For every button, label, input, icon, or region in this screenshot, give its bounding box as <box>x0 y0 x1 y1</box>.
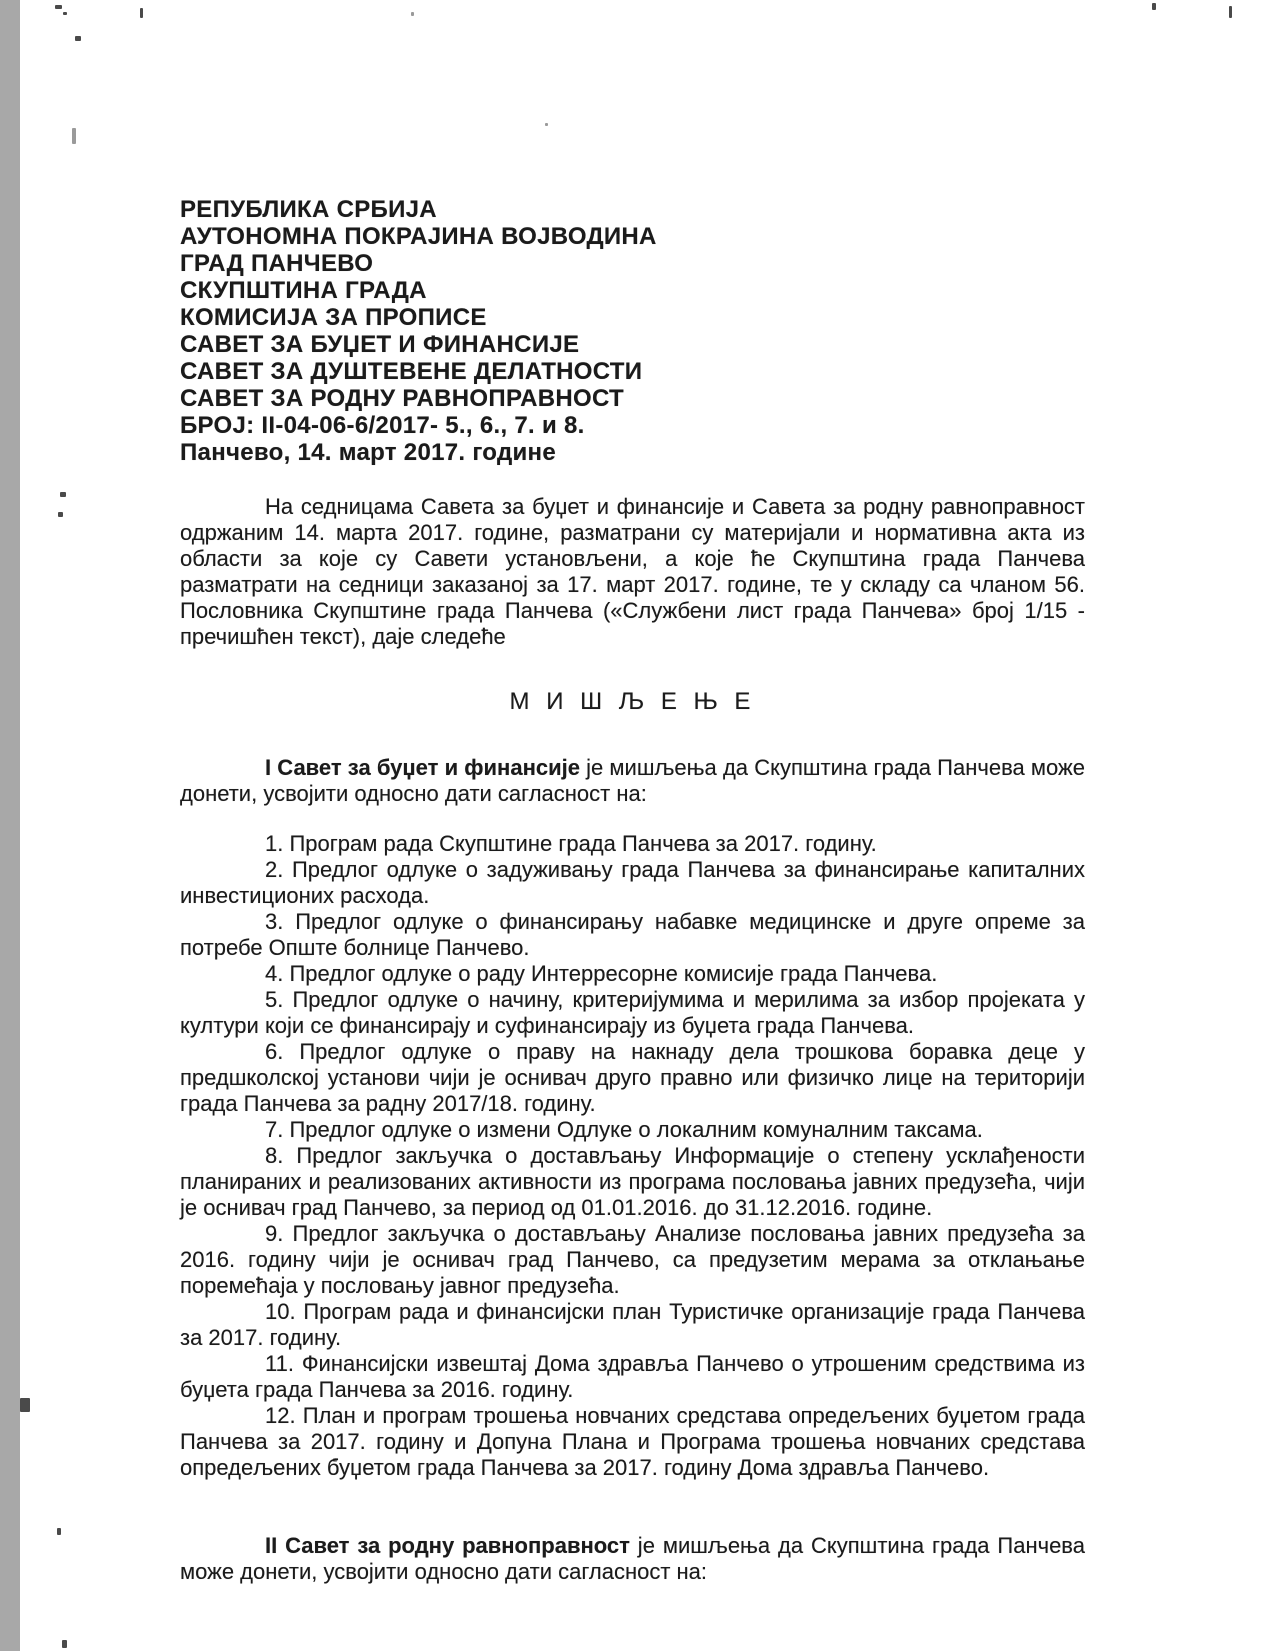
scan-speck <box>60 492 66 497</box>
letterhead-line-republic: РЕПУБЛИКА СРБИЈА <box>180 196 437 223</box>
section-2-lead-bold: II Савет за родну равноправност <box>265 1533 630 1558</box>
scan-speck <box>62 1640 67 1648</box>
letterhead-line-council-gender: САВЕТ ЗА РОДНУ РАВНОПРАВНОСТ <box>180 385 625 412</box>
letterhead-line-province: АУТОНОМНА ПОКРАЈИНА ВОЈВОДИНА <box>180 223 657 250</box>
section-2-lead <box>180 1533 1085 1585</box>
scan-speck <box>1229 6 1232 18</box>
scan-speck <box>58 512 63 517</box>
scan-speck <box>75 36 81 41</box>
section-1-lead <box>180 755 1085 807</box>
scan-speck <box>55 5 62 9</box>
section-1-lead-rest: је мишљења да Скупштина града Панчева може донети, усвојити односно дати сагласност на: <box>180 755 1085 806</box>
document-number: БРОЈ: II-04-06-6/2017- 5., 6., 7. и 8. <box>180 412 585 439</box>
list-item-3: 3. Предлог одлуке о финансирању набавке медицинске и друге опреме за потребе Опште болнице Панчево. <box>180 909 1085 960</box>
list-item-4: 4. Предлог одлуке о раду Интерресорне комисије града Панчева. <box>265 961 938 986</box>
scan-speck <box>63 12 67 15</box>
list-item-9: 9. Предлог закључка о достављању Анализе пословања јавних предузећа за 2016. годину чији је оснивач град Панчево, са предузетим мерама за отклањање поремећаја у пословању јавног предузећа. <box>180 1221 1085 1298</box>
list-item-6: 6. Предлог одлуке о праву на накнаду дела трошкова боравка деце у предшколској установи чији је оснивач друго правно или физичко лице на територији града Панчева за радну 2017/18. годину. <box>180 1039 1085 1116</box>
section-1-item-list <box>180 831 1085 1481</box>
letterhead-line-assembly: СКУПШТИНА ГРАДА <box>180 277 427 304</box>
list-item-11: 11. Финансијски извештај Дома здравља Панчево о утрошеним средствима из буџета града Панчева за 2016. годину. <box>180 1351 1085 1402</box>
scan-speck <box>57 1528 61 1535</box>
intro-paragraph: На седницама Савета за буџет и финансије и Савета за родну равноправност одржаним 14. марта 2017. године, разматрани су материјали и нормативна акта из области за које су Савети установљени, а које ће Скупштина града Панчева разматрати на седници заказаној за 17. март 2017. године, те у складу са чланом 56. Пословника Скупштине града Панчева («Службени лист града Панчева» број 1/15 - пречишћен текст), даје следеће <box>180 494 1085 649</box>
opinion-title: М И Ш Љ Е Њ Е <box>509 688 756 715</box>
letterhead-line-city: ГРАД ПАНЧЕВО <box>180 250 374 277</box>
letterhead <box>180 196 1085 466</box>
section-1-lead-bold: I Савет за буџет и финансије <box>265 755 580 780</box>
letterhead-line-commission: КОМИСИЈА ЗА ПРОПИСЕ <box>180 304 487 331</box>
scan-speck <box>1152 3 1156 10</box>
scan-speck <box>20 1398 30 1412</box>
section-2-lead-rest: је мишљења да Скупштина града Панчева може донети, усвојити односно дати сагласност на: <box>180 1533 1085 1584</box>
list-item-12: 12. План и програм трошења новчаних средстава опредељених буџетом града Панчева за 2017. годину и Допуна Плана и Програма трошења новчаних средстава опредељених буџетом града Панчева за 2017. годину Дома здравља Панчево. <box>180 1403 1085 1480</box>
scan-speck <box>72 128 76 144</box>
list-item-2: 2. Предлог одлуке о задуживању града Панчева за финансирање капиталних инвестиционих расхода. <box>180 857 1085 908</box>
document-date-place: Панчево, 14. март 2017. године <box>180 439 556 466</box>
list-item-7: 7. Предлог одлуке о измени Одлуке о локалним комуналним таксама. <box>265 1117 983 1142</box>
document-content <box>180 0 1085 1585</box>
scan-speck <box>140 8 143 18</box>
list-item-10: 10. Програм рада и финансијски план Туристичке организације града Панчева за 2017. годину. <box>180 1299 1085 1350</box>
list-item-1: 1. Програм рада Скупштине града Панчева за 2017. годину. <box>265 831 877 856</box>
list-item-5: 5. Предлог одлуке о начину, критеријумима и мерилима за избор пројеката у култури који се финансирају и суфинансирају из буџета града Панчева. <box>180 987 1085 1038</box>
scan-edge-band <box>0 0 20 1651</box>
list-item-8: 8. Предлог закључка о достављању Информације о степену усклађености планираних и реализованих активности из програма пословања јавних предузећа, чији је оснивач град Панчево, за период од 01.01.2016. до 31.12.2016. године. <box>180 1143 1085 1220</box>
letterhead-line-council-budget: САВЕТ ЗА БУЏЕТ И ФИНАНСИЈЕ <box>180 331 580 358</box>
letterhead-line-council-social: САВЕТ ЗА ДУШТЕВЕНЕ ДЕЛАТНОСТИ <box>180 358 643 385</box>
